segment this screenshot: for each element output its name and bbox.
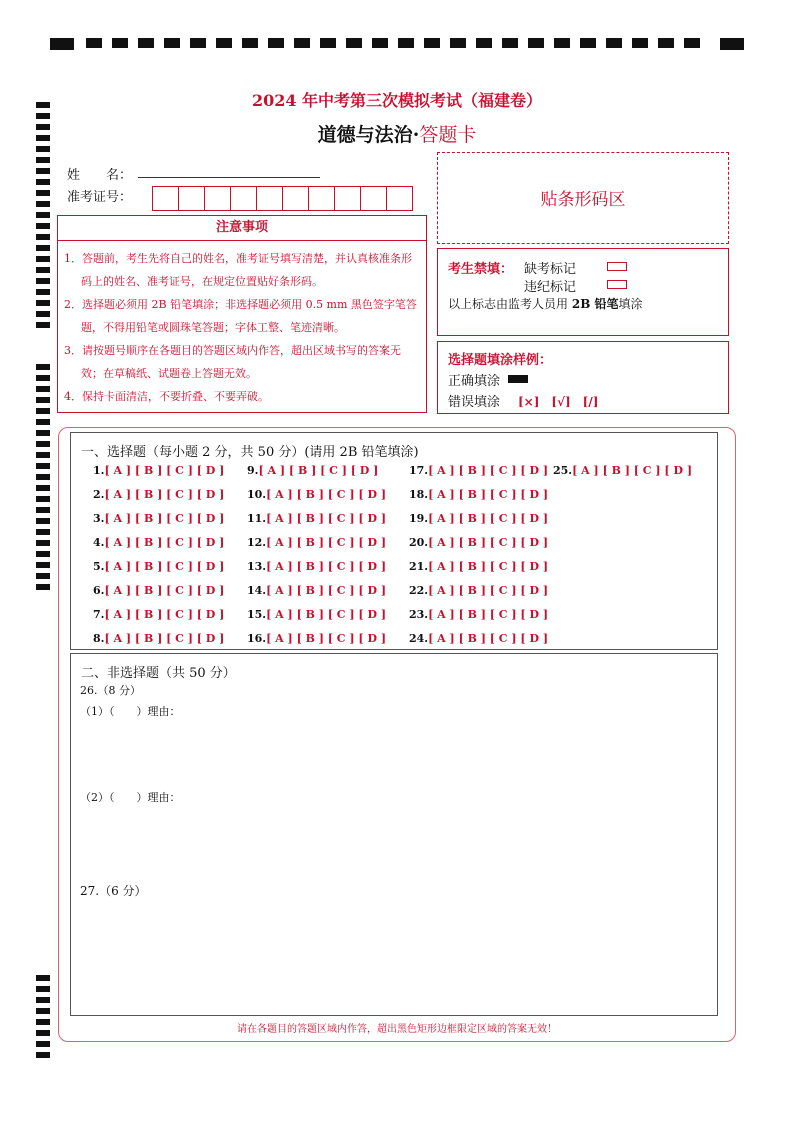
timing-mark xyxy=(138,38,154,48)
choice-section-title: 一、选择题（每小题 2 分，共 50 分）(请用 2B 铅笔填涂) xyxy=(81,445,419,460)
timing-mark xyxy=(36,278,50,284)
correct-fill-sample xyxy=(508,375,528,383)
timing-mark xyxy=(36,267,50,273)
choice-question[interactable] xyxy=(93,627,224,651)
choice-question[interactable] xyxy=(409,459,548,483)
timing-mark xyxy=(658,38,674,48)
choice-question[interactable] xyxy=(93,603,224,627)
answer-options[interactable]: [ A ] [ B ] [ C ] [ D ] xyxy=(266,632,387,645)
forbid-note-bold: 2B 铅笔 xyxy=(571,297,619,311)
notice-item: 4．保持卡面清洁，不要折叠、不要弄破。 xyxy=(64,390,269,403)
question-number: 24. xyxy=(409,632,429,645)
choice-question[interactable] xyxy=(409,531,548,555)
notice-box xyxy=(57,215,427,413)
timing-mark xyxy=(36,474,50,480)
examiner-only-box xyxy=(437,248,729,336)
answer-options[interactable]: [ A ] [ B ] [ C ] [ D ] xyxy=(104,584,225,597)
timing-mark xyxy=(164,38,180,48)
non-choice-section-title: 二、非选择题（共 50 分） xyxy=(81,666,236,681)
choice-question[interactable] xyxy=(409,627,548,651)
question-number: 12. xyxy=(247,536,267,549)
choice-question[interactable] xyxy=(93,507,224,531)
timing-mark xyxy=(36,179,50,185)
choice-column-2 xyxy=(247,459,386,651)
title-dot: · xyxy=(412,124,420,146)
timing-mark xyxy=(36,518,50,524)
choice-question[interactable] xyxy=(93,483,224,507)
timing-mark xyxy=(372,38,388,48)
timing-mark xyxy=(36,529,50,535)
violation-label: 违纪标记 xyxy=(524,280,577,295)
choice-question[interactable] xyxy=(247,603,386,627)
forbid-title: 考生禁填： xyxy=(448,262,514,277)
question-27-label[interactable]: 27.（6 分） xyxy=(80,884,147,898)
choice-question[interactable] xyxy=(93,579,224,603)
answer-options[interactable]: [ A ] [ B ] [ C ] [ D ] xyxy=(104,560,225,573)
timing-mark xyxy=(36,496,50,502)
question-number: 23. xyxy=(409,608,429,621)
timing-mark xyxy=(242,38,258,48)
question-number: 22. xyxy=(409,584,429,597)
question-number: 6. xyxy=(93,584,105,597)
timing-mark xyxy=(36,234,50,240)
question-number: 3. xyxy=(93,512,105,525)
timing-mark xyxy=(36,1008,50,1014)
choice-question[interactable] xyxy=(409,555,548,579)
sample-title: 选择题填涂样例： xyxy=(448,353,553,368)
choice-question[interactable] xyxy=(553,459,692,483)
answer-options[interactable]: [ A ] [ B ] [ C ] [ D ] xyxy=(428,632,549,645)
answer-options[interactable]: [ A ] [ B ] [ C ] [ D ] xyxy=(104,632,225,645)
id-digit-box[interactable] xyxy=(256,186,283,211)
non-choice-section xyxy=(70,653,718,1016)
timing-mark xyxy=(528,38,544,48)
answer-options[interactable]: [ A ] [ B ] [ C ] [ D ] xyxy=(428,488,549,501)
timing-mark xyxy=(112,38,128,48)
question-26-part-2[interactable]: （2）（ ）理由： xyxy=(80,791,181,804)
choice-question[interactable] xyxy=(247,459,386,483)
timing-mark xyxy=(36,485,50,491)
timing-mark xyxy=(36,452,50,458)
id-digit-box[interactable] xyxy=(230,186,257,211)
question-number: 14. xyxy=(247,584,267,597)
answer-options[interactable]: [ A ] [ B ] [ C ] [ D ] xyxy=(104,464,225,477)
timing-mark xyxy=(606,38,622,48)
timing-mark xyxy=(684,38,700,48)
notice-item: 3．请按题号顺序在各题目的答题区域内作答，超出区域书写的答案无效；在草稿纸、试题卷上答题无效。 xyxy=(64,344,401,380)
timing-mark xyxy=(36,540,50,546)
timing-mark xyxy=(36,364,50,370)
timing-mark xyxy=(398,38,414,48)
timing-mark xyxy=(294,38,310,48)
timing-mark xyxy=(86,38,102,48)
choice-question[interactable] xyxy=(247,579,386,603)
choice-question[interactable] xyxy=(409,507,548,531)
question-number: 7. xyxy=(93,608,105,621)
timing-mark xyxy=(36,507,50,513)
answer-options[interactable]: [ A ] [ B ] [ C ] [ D ] xyxy=(428,584,549,597)
timing-mark xyxy=(36,441,50,447)
question-number: 19. xyxy=(409,512,429,525)
timing-mark xyxy=(476,38,492,48)
id-digit-box[interactable] xyxy=(204,186,231,211)
timing-mark xyxy=(36,1041,50,1047)
timing-mark xyxy=(36,551,50,557)
answer-options[interactable]: [ A ] [ B ] [ C ] [ D ] xyxy=(266,536,387,549)
fill-sample-box xyxy=(437,341,729,414)
choice-column-4 xyxy=(553,459,692,483)
timing-mark xyxy=(36,386,50,392)
left-timing-marks-2 xyxy=(36,364,50,595)
question-26-label: 26.（8 分） xyxy=(80,684,141,697)
timing-mark xyxy=(632,38,648,48)
notice-title: 注意事项 xyxy=(58,216,426,241)
barcode-label: 贴条形码区 xyxy=(540,190,626,210)
question-number: 11. xyxy=(247,512,267,525)
question-number: 16. xyxy=(247,632,267,645)
timing-mark xyxy=(346,38,362,48)
timing-mark xyxy=(36,245,50,251)
forbid-note-pre: 以上标志由监考人员用 xyxy=(448,297,569,311)
question-number: 8. xyxy=(93,632,105,645)
question-number: 20. xyxy=(409,536,429,549)
timing-mark xyxy=(36,1052,50,1058)
timing-mark xyxy=(36,157,50,163)
timing-mark xyxy=(36,562,50,568)
timing-mark xyxy=(320,38,336,48)
answer-options[interactable]: [ A ] [ B ] [ C ] [ D ] xyxy=(266,608,387,621)
choice-question[interactable] xyxy=(93,555,224,579)
left-timing-marks-3 xyxy=(36,975,50,1063)
timing-mark xyxy=(36,168,50,174)
timing-mark xyxy=(720,38,744,50)
notice-item: 1．答题前，考生先将自己的姓名，准考证号填写清楚，并认真核准条形码上的姓名、准考证号，在规定位置贴好条形码。 xyxy=(64,252,412,288)
answer-options[interactable]: [ A ] [ B ] [ C ] [ D ] xyxy=(428,608,549,621)
answer-options[interactable]: [ A ] [ B ] [ C ] [ D ] xyxy=(104,608,225,621)
timing-mark xyxy=(36,408,50,414)
choice-question[interactable] xyxy=(93,459,224,483)
answer-options[interactable]: [ A ] [ B ] [ C ] [ D ] xyxy=(428,464,549,477)
timing-mark xyxy=(36,584,50,590)
timing-mark xyxy=(36,300,50,306)
answer-options[interactable]: [ A ] [ B ] [ C ] [ D ] xyxy=(428,536,549,549)
answer-options[interactable]: [ A ] [ B ] [ C ] [ D ] xyxy=(428,560,549,573)
timing-mark xyxy=(502,38,518,48)
choice-question[interactable] xyxy=(409,483,548,507)
choice-question[interactable] xyxy=(409,603,548,627)
wrong-fill-samples: [×] [√] [/] xyxy=(518,395,599,409)
answer-options[interactable]: [ A ] [ B ] [ C ] [ D ] xyxy=(428,512,549,525)
choice-question[interactable] xyxy=(247,507,386,531)
timing-mark xyxy=(36,113,50,119)
answer-options[interactable]: [ A ] [ B ] [ C ] [ D ] xyxy=(572,464,693,477)
choice-question[interactable] xyxy=(409,579,548,603)
answer-options[interactable]: [ A ] [ B ] [ C ] [ D ] xyxy=(266,512,387,525)
absent-label: 缺考标记 xyxy=(524,262,577,277)
question-number: 1. xyxy=(93,464,105,477)
answer-options[interactable]: [ A ] [ B ] [ C ] [ D ] xyxy=(266,560,387,573)
timing-mark xyxy=(36,397,50,403)
question-number: 13. xyxy=(247,560,267,573)
choice-question[interactable] xyxy=(93,531,224,555)
timing-mark xyxy=(36,419,50,425)
answer-options[interactable]: [ A ] [ B ] [ C ] [ D ] xyxy=(104,488,225,501)
timing-mark xyxy=(36,212,50,218)
question-number: 2. xyxy=(93,488,105,501)
subject-name: 道德与法治 xyxy=(317,124,413,146)
timing-mark xyxy=(36,256,50,262)
question-number: 18. xyxy=(409,488,429,501)
forbid-note-post: 填涂 xyxy=(618,297,643,311)
timing-mark xyxy=(36,322,50,328)
id-digit-box[interactable] xyxy=(334,186,361,211)
timing-mark xyxy=(450,38,466,48)
answer-options[interactable]: [ A ] [ B ] [ C ] [ D ] xyxy=(104,512,225,525)
answer-options[interactable]: [ A ] [ B ] [ C ] [ D ] xyxy=(258,464,379,477)
timing-mark xyxy=(554,38,570,48)
id-digit-box[interactable] xyxy=(360,186,387,211)
choice-question[interactable] xyxy=(247,555,386,579)
id-label: 准考证号： xyxy=(67,190,133,205)
timing-mark xyxy=(36,986,50,992)
id-number-boxes[interactable] xyxy=(152,186,412,211)
choice-column-3 xyxy=(409,459,548,651)
answer-area-warning: 请在各题目的答题区域内作答，超出黑色矩形边框限定区域的答案无效！ xyxy=(237,1024,557,1035)
timing-mark xyxy=(36,975,50,981)
timing-mark xyxy=(36,997,50,1003)
question-number: 21. xyxy=(409,560,429,573)
id-digit-box[interactable] xyxy=(308,186,335,211)
question-number: 4. xyxy=(93,536,105,549)
timing-mark xyxy=(36,375,50,381)
choice-section xyxy=(70,432,718,650)
question-number: 10. xyxy=(247,488,267,501)
notice-item: 2．选择题必须用 2B 铅笔填涂；非选择题必须用 0.5 mm 黑色签字笔答题，不得用铅笔或圆珠笔答题；字体工整、笔迹清晰。 xyxy=(64,298,417,334)
barcode-area xyxy=(437,152,729,244)
id-digit-box[interactable] xyxy=(282,186,309,211)
timing-mark xyxy=(36,289,50,295)
timing-mark xyxy=(216,38,232,48)
absent-mark-box[interactable] xyxy=(607,262,627,271)
timing-mark xyxy=(50,38,74,50)
timing-mark xyxy=(268,38,284,48)
timing-mark xyxy=(36,463,50,469)
card-title xyxy=(0,120,794,147)
correct-label: 正确填涂 xyxy=(448,374,501,389)
choice-question[interactable] xyxy=(247,627,386,651)
forbid-note xyxy=(448,295,643,312)
timing-mark xyxy=(424,38,440,48)
timing-mark xyxy=(36,430,50,436)
answer-options[interactable]: [ A ] [ B ] [ C ] [ D ] xyxy=(266,488,387,501)
exam-title: 2024 年中考第三次模拟考试（福建卷） xyxy=(251,91,543,110)
question-number: 5. xyxy=(93,560,105,573)
question-number: 17. xyxy=(409,464,429,477)
choice-question[interactable] xyxy=(247,531,386,555)
id-digit-box[interactable] xyxy=(152,186,179,211)
question-number: 15. xyxy=(247,608,267,621)
top-timing-marks xyxy=(50,38,746,50)
wrong-label: 错误填涂 xyxy=(448,395,501,410)
timing-mark xyxy=(36,573,50,579)
timing-mark xyxy=(36,311,50,317)
timing-mark xyxy=(580,38,596,48)
timing-mark xyxy=(36,201,50,207)
question-26-part-1[interactable]: （1）（ ）理由： xyxy=(80,705,181,718)
name-label: 姓 名： xyxy=(67,168,133,183)
question-number: 9. xyxy=(247,464,259,477)
timing-mark xyxy=(36,223,50,229)
id-digit-box[interactable] xyxy=(178,186,205,211)
answer-options[interactable]: [ A ] [ B ] [ C ] [ D ] xyxy=(266,584,387,597)
answer-options[interactable]: [ A ] [ B ] [ C ] [ D ] xyxy=(104,536,225,549)
timing-mark xyxy=(36,190,50,196)
question-number: 25. xyxy=(553,464,573,477)
choice-question[interactable] xyxy=(247,483,386,507)
card-label: 答题卡 xyxy=(419,124,477,146)
name-field[interactable] xyxy=(138,177,320,178)
id-digit-box[interactable] xyxy=(386,186,413,211)
timing-mark xyxy=(190,38,206,48)
choice-column-1 xyxy=(93,459,224,651)
violation-mark-box[interactable] xyxy=(607,280,627,289)
